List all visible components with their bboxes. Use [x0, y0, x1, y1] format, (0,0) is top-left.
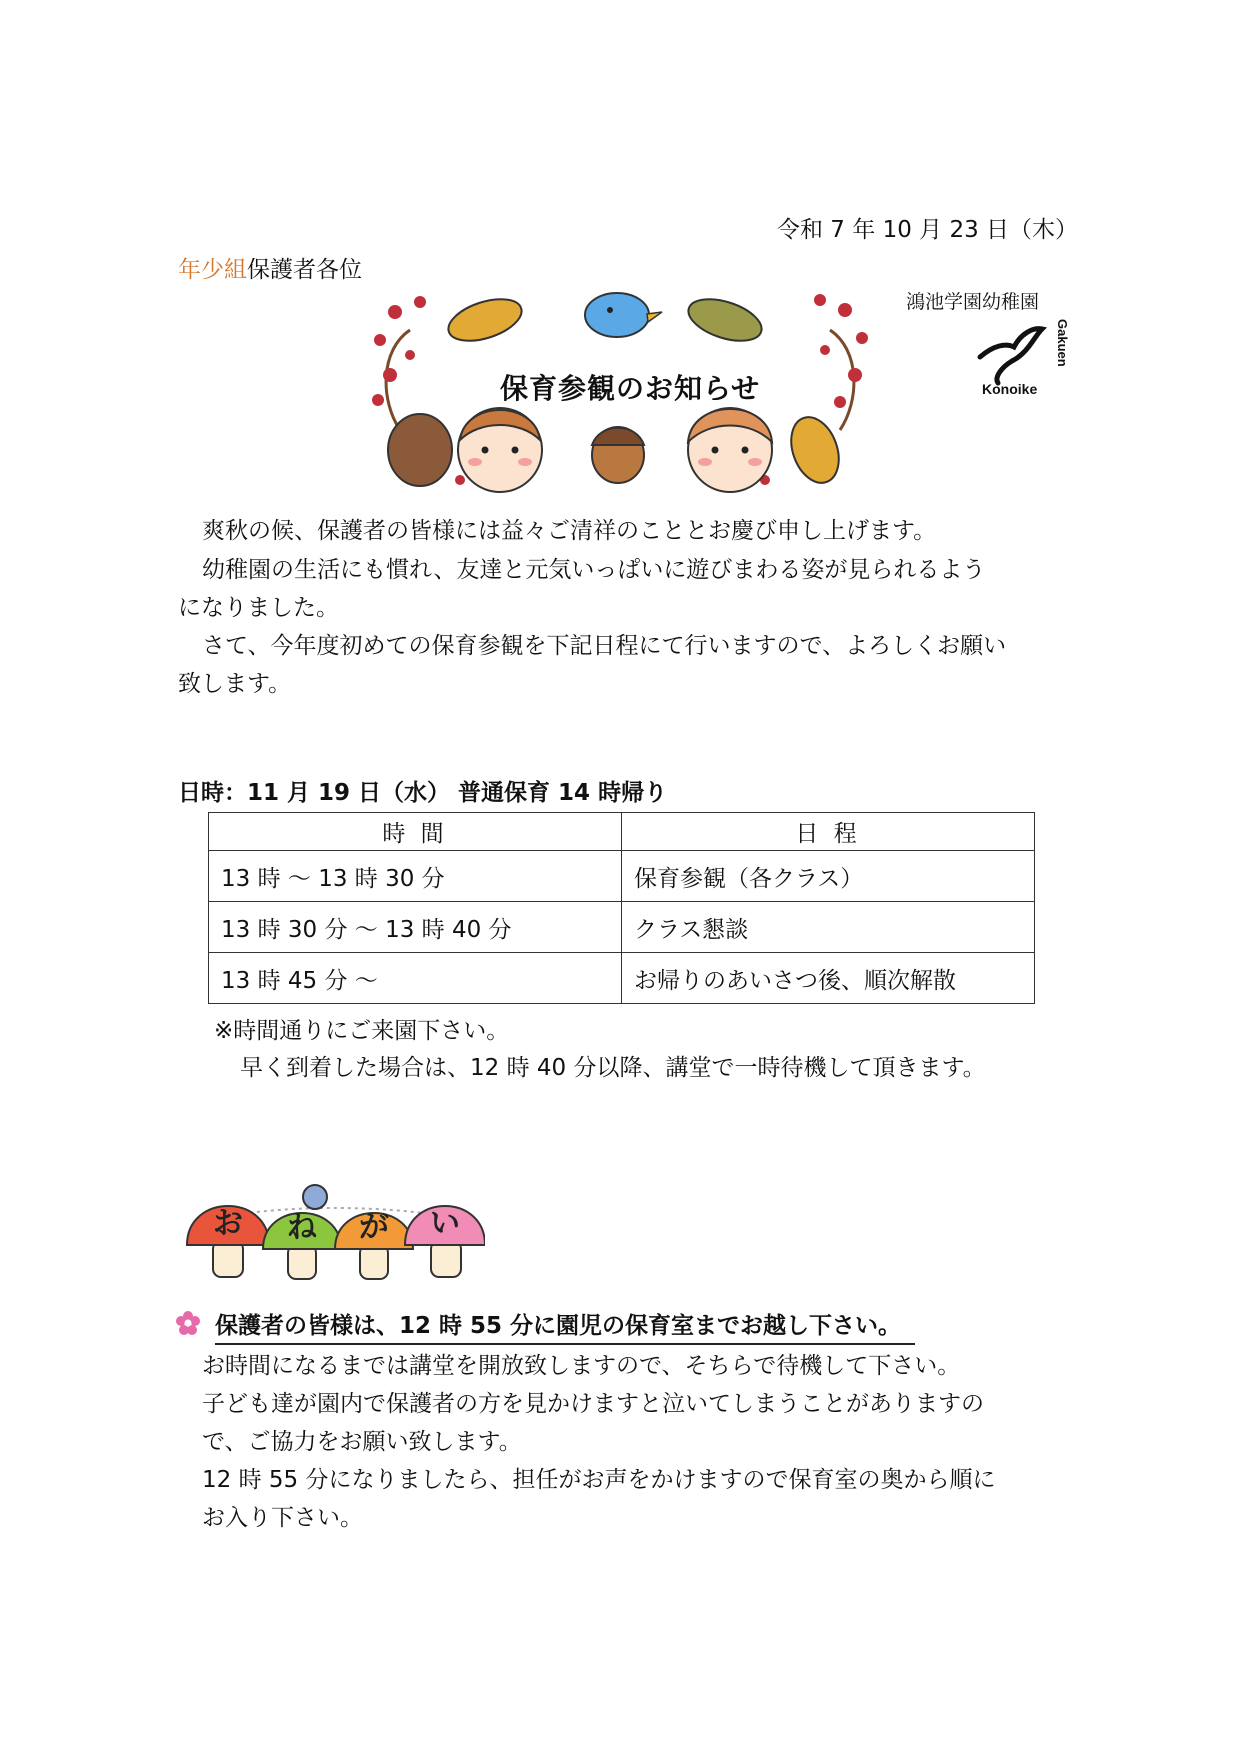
intro-line-5: 致します。 — [178, 671, 292, 697]
flower-bullet-icon — [176, 1311, 200, 1335]
event-cell: クラス懇談 — [622, 902, 1035, 953]
svg-text:Gakuen: Gakuen — [1055, 319, 1070, 367]
column-header-schedule: 日 程 — [622, 813, 1035, 851]
schedule-table — [208, 812, 1035, 1004]
onegai-letter-4: い — [430, 1206, 460, 1241]
time-cell: 13 時 30 分 ～ 13 時 40 分 — [209, 902, 622, 953]
class-name: 年少組 — [178, 257, 247, 283]
intro-line-4: さて、今年度初めての保育参観を下記日程にて行いますので、よろしくお願い — [202, 633, 1007, 659]
notice-title: 保育参観のお知らせ — [500, 372, 761, 405]
note-arrive-on-time: ※時間通りにご来園下さい。 — [214, 1018, 510, 1044]
onegai-letter-3: が — [359, 1210, 389, 1245]
time-cell: 13 時 ～ 13 時 30 分 — [209, 851, 622, 902]
notice-date: 令和 7 年 10 月 23 日（木） — [777, 217, 1079, 243]
onegai-letter-2: ね — [287, 1210, 317, 1245]
column-header-time: 時 間 — [209, 813, 622, 851]
onegai-letter-1: お — [213, 1206, 243, 1241]
event-cell: 保育参観（各クラス） — [622, 851, 1035, 902]
intro-line-3: になりました。 — [178, 595, 339, 621]
addressee — [178, 252, 362, 288]
svg-text:Konoike: Konoike — [982, 381, 1038, 397]
request-line-3: で、ご協力をお願い致します。 — [202, 1429, 522, 1455]
table-row — [209, 953, 1035, 1004]
table-header-row — [209, 813, 1035, 851]
table-row — [209, 902, 1035, 953]
table-row — [209, 851, 1035, 902]
request-line-2: 子ども達が園内で保護者の方を見かけますと泣いてしまうことがありますの — [202, 1391, 984, 1417]
event-cell: お帰りのあいさつ後、順次解散 — [622, 953, 1035, 1004]
schedule-title: 日時：11 月 19 日（水） 普通保育 14 時帰り — [178, 780, 668, 806]
note-early-arrival: 早く到着した場合は、12 時 40 分以降、講堂で一時待機して頂きます。 — [240, 1055, 986, 1081]
addressee-rest: 保護者各位 — [247, 257, 362, 283]
school-logo — [972, 317, 1072, 397]
request-line-1: お時間になるまでは講堂を開放致しますので、そちらで待機して下さい。 — [202, 1353, 961, 1379]
school-name: 鴻池学園幼稚園 — [906, 291, 1040, 313]
onegai-mushroom-illustration — [185, 1183, 485, 1293]
intro-line-2: 幼稚園の生活にも慣れ、友達と元気いっぱいに遊びまわる姿が見られるよう — [202, 557, 986, 583]
request-line-4: 12 時 55 分になりましたら、担任がお声をかけますので保育室の奥から順に — [202, 1467, 996, 1493]
intro-line-1: 爽秋の候、保護者の皆様には益々ご清祥のこととお慶び申し上げます。 — [202, 518, 937, 544]
request-line-5: お入り下さい。 — [202, 1505, 363, 1531]
time-cell: 13 時 45 分 ～ — [209, 953, 622, 1004]
request-heading: 保護者の皆様は、12 時 55 分に園児の保育室までお越し下さい。 — [215, 1309, 915, 1345]
